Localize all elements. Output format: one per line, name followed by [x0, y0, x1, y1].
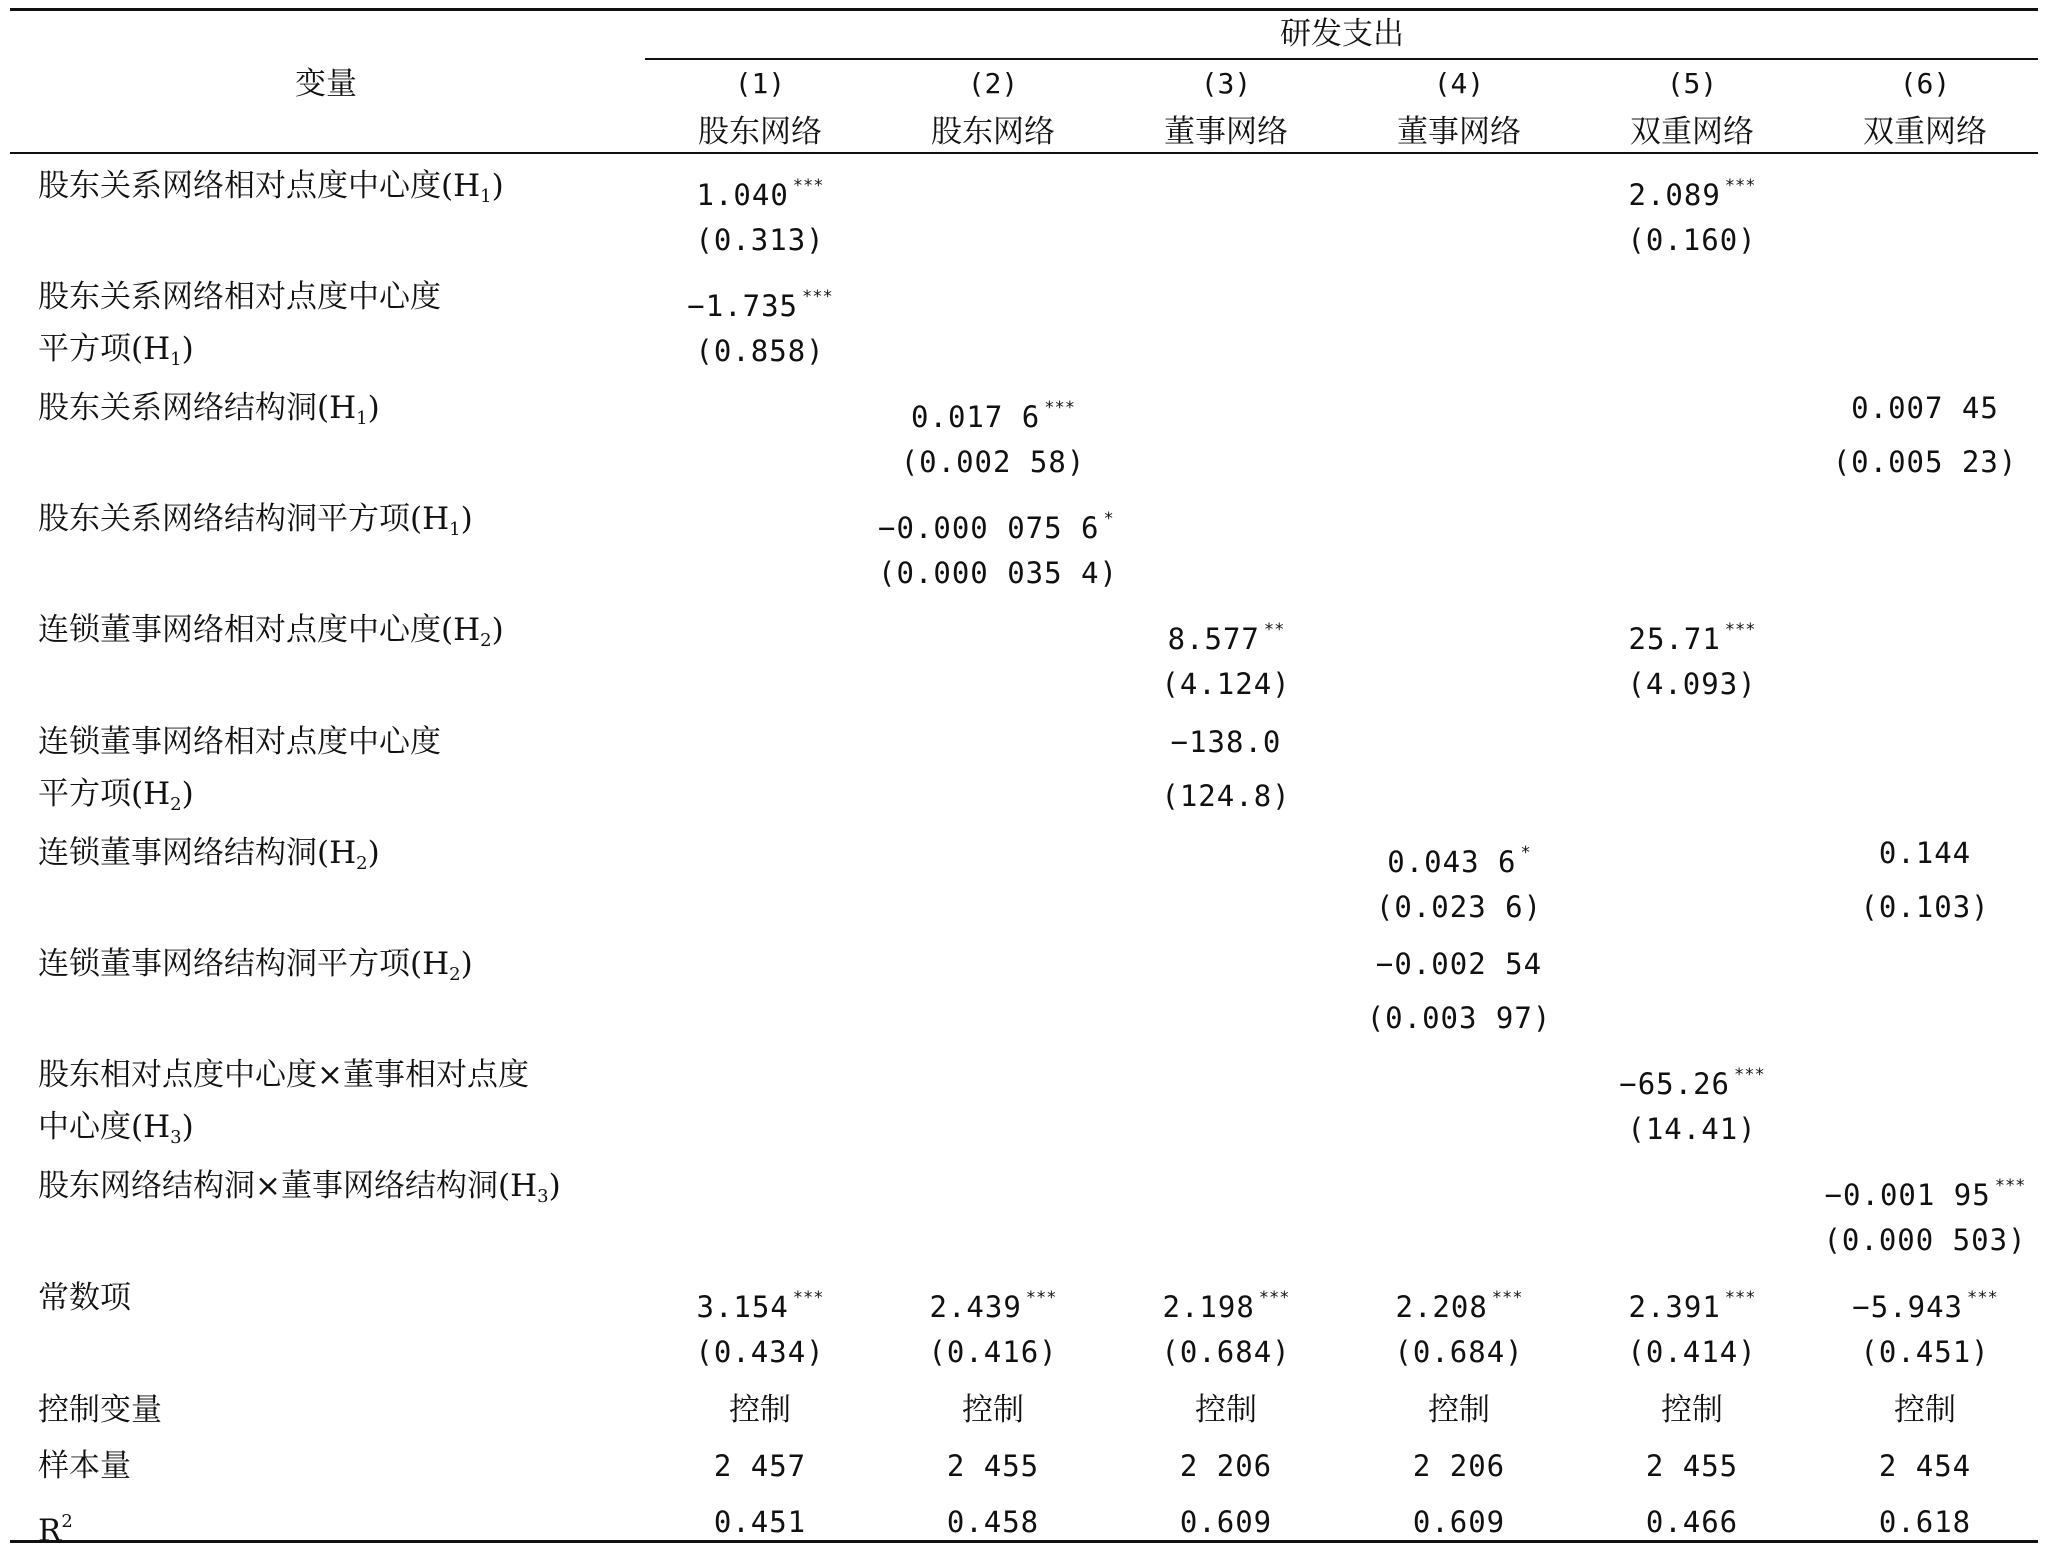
- std-error-cell: (0.103): [1860, 890, 1990, 924]
- significance-stars: ***: [792, 176, 824, 196]
- controls-cell: 控制: [729, 1392, 791, 1428]
- sample-size-cell: 2 455: [1645, 1449, 1739, 1483]
- r-squared-cell: 0.609: [1412, 1505, 1506, 1539]
- significance-stars: *: [1103, 509, 1114, 529]
- controls-cell: 控制: [1195, 1392, 1257, 1428]
- row-label-cont: 平方项$(H_1)$: [38, 331, 194, 370]
- std-error-cell: (0.434): [695, 1335, 825, 1369]
- std-error-cell: (0.160): [1627, 223, 1757, 257]
- significance-stars: ***: [802, 287, 833, 307]
- significance-stars: *: [1520, 843, 1531, 863]
- row-label: 连锁董事网络相对点度中心度$(H_2)$: [38, 612, 504, 651]
- std-error-cell: (0.003 97): [1366, 1001, 1552, 1035]
- controls-label: 控制变量: [38, 1392, 162, 1428]
- coefficient-cell: 0.007 45: [1851, 391, 1999, 425]
- std-error-cell: (14.41): [1627, 1112, 1757, 1146]
- sample-size-cell: 2 457: [713, 1449, 807, 1483]
- std-error-cell: (0.684): [1161, 1335, 1291, 1369]
- controls-cell: 控制: [962, 1392, 1024, 1428]
- sample-size-cell: 2 206: [1412, 1449, 1506, 1483]
- coefficient-cell: 25.71 ***: [1628, 620, 1756, 656]
- column-number-1: (1): [734, 67, 786, 100]
- coefficient-cell: 2.198 ***: [1162, 1288, 1290, 1324]
- std-error-cell: (0.416): [928, 1335, 1058, 1369]
- std-error-cell: (4.093): [1627, 667, 1757, 701]
- column-name-1: 股东网络: [698, 114, 822, 150]
- column-number-3: (3): [1200, 67, 1252, 100]
- std-error-cell: (4.124): [1161, 667, 1291, 701]
- std-error-cell: (0.858): [695, 334, 825, 368]
- std-error-cell: (124.8): [1161, 779, 1291, 813]
- coefficient-cell: 2.391 ***: [1628, 1288, 1756, 1324]
- row-label: 股东关系网络相对点度中心度$(H_1)$: [38, 168, 504, 207]
- significance-stars: ***: [1044, 398, 1075, 418]
- row-label: 股东关系网络结构洞$(H_1)$: [38, 390, 380, 429]
- coefficient-cell: −0.001 95 ***: [1824, 1176, 2026, 1212]
- significance-stars: ***: [1025, 1288, 1057, 1308]
- r-squared-cell: 0.618: [1878, 1505, 1972, 1539]
- variable-header: 变量: [295, 66, 357, 102]
- sample-size-label: 样本量: [38, 1448, 131, 1484]
- column-name-4: 董事网络: [1397, 114, 1521, 150]
- row-label: 股东关系网络结构洞平方项$(H_1)$: [38, 501, 473, 540]
- row-label: 连锁董事网络结构洞$(H_2)$: [38, 835, 380, 874]
- r-squared-cell: 0.451: [713, 1505, 807, 1539]
- r-squared-cell: 0.609: [1179, 1505, 1273, 1539]
- column-name-3: 董事网络: [1164, 114, 1288, 150]
- column-name-6: 双重网络: [1863, 114, 1987, 150]
- row-label: 股东关系网络相对点度中心度: [38, 279, 441, 315]
- sample-size-cell: 2 455: [946, 1449, 1040, 1483]
- group-header: 研发支出: [1280, 16, 1404, 52]
- std-error-cell: (0.313): [695, 223, 825, 257]
- row-label: 连锁董事网络结构洞平方项$(H_2)$: [38, 946, 473, 985]
- std-error-cell: (0.684): [1394, 1335, 1524, 1369]
- top-rule: [10, 8, 2038, 11]
- coefficient-cell: −5.943 ***: [1852, 1288, 1998, 1324]
- group-header-rule: [645, 58, 2038, 60]
- row-label: 股东网络结构洞×董事网络结构洞$(H_3)$: [38, 1168, 561, 1207]
- significance-stars: ***: [1491, 1288, 1523, 1308]
- column-number-5: (5): [1666, 67, 1718, 100]
- coefficient-cell: 0.017 6 ***: [911, 398, 1075, 434]
- coefficient-cell: 3.154 ***: [696, 1288, 824, 1324]
- std-error-cell: (0.005 23): [1832, 445, 2018, 479]
- significance-stars: ***: [1994, 1176, 2026, 1196]
- column-number-6: (6): [1899, 67, 1951, 100]
- std-error-cell: (0.414): [1627, 1335, 1757, 1369]
- coefficient-cell: 8.577 **: [1167, 620, 1285, 656]
- column-name-2: 股东网络: [931, 114, 1055, 150]
- coefficient-cell: −0.000 075 6 *: [878, 509, 1114, 545]
- row-label: 常数项: [38, 1280, 131, 1316]
- column-number-4: (4): [1433, 67, 1485, 100]
- significance-stars: ***: [1724, 176, 1756, 196]
- std-error-cell: (0.000 035 4): [878, 556, 1118, 590]
- coefficient-cell: −0.002 54: [1375, 947, 1543, 981]
- column-name-5: 双重网络: [1630, 114, 1754, 150]
- std-error-cell: (0.451): [1860, 1335, 1990, 1369]
- coefficient-cell: 0.043 6 *: [1387, 843, 1531, 879]
- header-rule: [10, 152, 2038, 154]
- coefficient-cell: −1.735 ***: [687, 287, 833, 323]
- significance-stars: ***: [1258, 1288, 1290, 1308]
- coefficient-cell: 1.040 ***: [696, 176, 824, 212]
- coefficient-cell: 2.089 ***: [1628, 176, 1756, 212]
- sample-size-cell: 2 454: [1878, 1449, 1972, 1483]
- coefficient-cell: −65.26 ***: [1619, 1065, 1765, 1101]
- row-label-cont: 中心度$(H_3)$: [38, 1109, 194, 1148]
- std-error-cell: (0.002 58): [900, 445, 1086, 479]
- row-label-cont: 平方项$(H_2)$: [38, 776, 194, 815]
- coefficient-cell: 0.144: [1878, 836, 1972, 870]
- r-squared-label: $R^2$: [38, 1511, 73, 1549]
- row-label: 连锁董事网络相对点度中心度: [38, 724, 441, 760]
- sample-size-cell: 2 206: [1179, 1449, 1273, 1483]
- controls-cell: 控制: [1428, 1392, 1490, 1428]
- row-label: 股东相对点度中心度×董事相对点度: [38, 1057, 529, 1093]
- significance-stars: **: [1263, 620, 1285, 640]
- significance-stars: ***: [792, 1288, 824, 1308]
- coefficient-cell: 2.208 ***: [1395, 1288, 1523, 1324]
- controls-cell: 控制: [1661, 1392, 1723, 1428]
- std-error-cell: (0.000 503): [1823, 1223, 2027, 1257]
- coefficient-cell: −138.0: [1170, 725, 1282, 759]
- significance-stars: ***: [1724, 1288, 1756, 1308]
- r-squared-cell: 0.458: [946, 1505, 1040, 1539]
- significance-stars: ***: [1967, 1288, 1998, 1308]
- controls-cell: 控制: [1894, 1392, 1956, 1428]
- std-error-cell: (0.023 6): [1375, 890, 1543, 924]
- r-squared-cell: 0.466: [1645, 1505, 1739, 1539]
- column-number-2: (2): [967, 67, 1019, 100]
- significance-stars: ***: [1734, 1065, 1765, 1085]
- significance-stars: ***: [1724, 620, 1756, 640]
- coefficient-cell: 2.439 ***: [929, 1288, 1057, 1324]
